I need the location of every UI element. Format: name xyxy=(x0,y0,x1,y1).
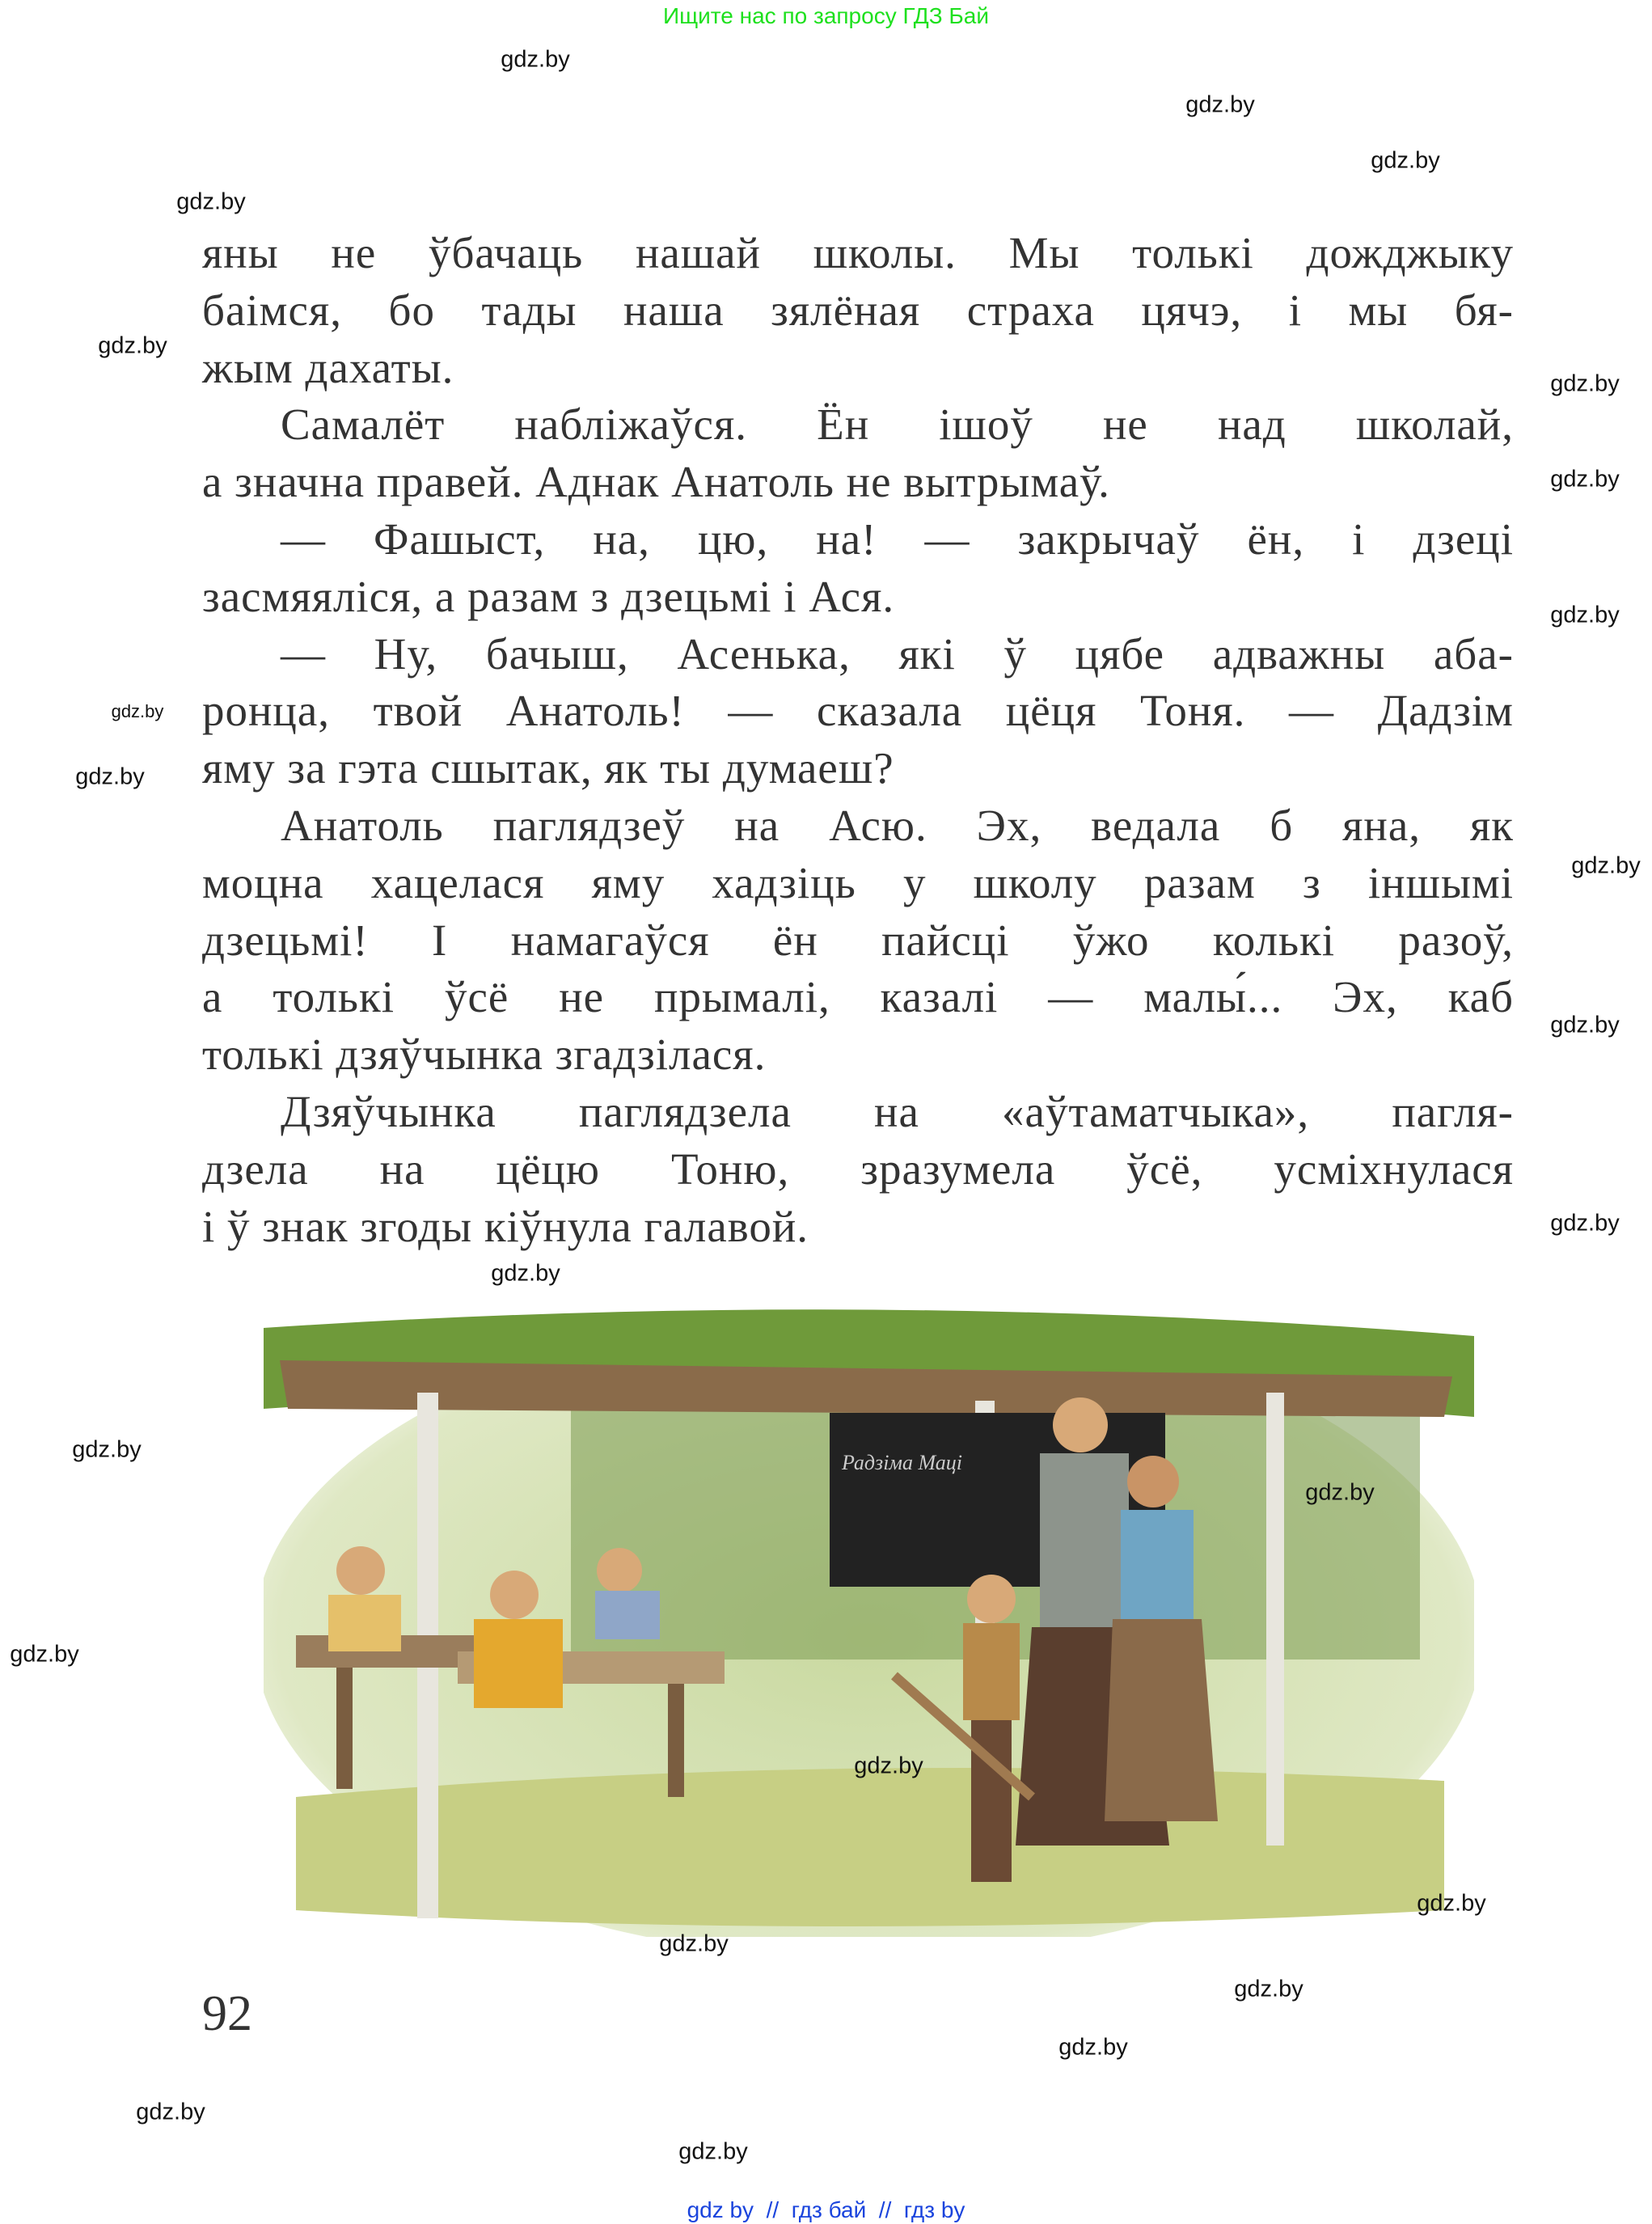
watermark: gdz.by xyxy=(854,1753,923,1779)
watermark: gdz.by xyxy=(501,46,570,73)
text-line: Анатоль паглядзеў на Асю. Эх, ведала б яна, як xyxy=(281,800,1514,850)
text-line: баімся, бо тады наша зялёная страха цячэ, і мы бя- xyxy=(202,285,1514,335)
watermark: gdz.by xyxy=(1571,852,1641,879)
watermark: gdz.by xyxy=(1550,1210,1620,1237)
page-number: 92 xyxy=(202,1986,252,2041)
text-line: засмяяліся, а разам з дзецьмі і Ася. xyxy=(202,571,895,621)
text-line: — Ну, бачыш, Асенька, які ў цябе адважны аба- xyxy=(281,628,1514,679)
watermark: gdz.by xyxy=(75,763,145,790)
watermark: gdz.by xyxy=(1550,370,1620,397)
text-line: Дзяўчынка паглядзела на «аўтаматчыка», пагля- xyxy=(281,1086,1514,1136)
text-line: яны не ўбачаць нашай школы. Мы толькі дожджыку xyxy=(202,228,1514,277)
story-text xyxy=(202,225,1514,1255)
watermark: gdz.by xyxy=(491,1260,560,1287)
text-line: а значна правей. Аднак Анатоль не вытрымаў. xyxy=(202,457,1110,507)
watermark: gdz.by xyxy=(1058,2034,1128,2061)
watermark: gdz.by xyxy=(678,2138,748,2165)
text-line: і ў знак згоды кіўнула галавой. xyxy=(202,1201,809,1251)
watermark: gdz.by xyxy=(98,332,167,359)
footer-links[interactable]: gdz by // гдз бай // гдз by xyxy=(687,2197,965,2222)
chalkboard-text: Радзіма Маці xyxy=(842,1451,963,1474)
text-line: — Фашыст, на, цю, на! — закрычаў ён, і дзеці xyxy=(281,514,1514,564)
watermark: gdz.by xyxy=(72,1436,142,1463)
search-hint-banner: Ищите нас по запросу ГДЗ Бай xyxy=(662,3,990,28)
watermark: gdz.by xyxy=(1550,1012,1620,1038)
text-line: толькі дзяўчынка згадзілася. xyxy=(202,1030,767,1080)
text-line: дзела на цёцю Тоню, зразумела ўсё, усміхнулася xyxy=(202,1144,1514,1194)
watermark: gdz.by xyxy=(1550,602,1620,628)
watermark: gdz.by xyxy=(1234,1976,1303,2002)
text-line: а толькі ўсё не прымалі, казалі — малы́... Эх, каб xyxy=(202,972,1514,1022)
watermark: gdz.by xyxy=(1305,1479,1375,1506)
watermark: gdz.by xyxy=(10,1641,79,1668)
watermark: gdz.by xyxy=(1417,1890,1486,1917)
text-line: яму за гэта сшытак, як ты думаеш? xyxy=(202,743,894,793)
text-line: ронца, твой Анатоль! — сказала цёця Тоня. — Дадзім xyxy=(202,686,1514,736)
watermark: gdz.by xyxy=(1185,91,1255,118)
text-line: жым дахаты. xyxy=(202,342,454,392)
illustration-outdoor-school xyxy=(264,1296,1474,1937)
watermark: gdz.by xyxy=(111,701,164,721)
watermark: gdz.by xyxy=(176,188,246,215)
watermark: gdz.by xyxy=(1550,466,1620,493)
watermark: gdz.by xyxy=(1371,147,1440,174)
watermark: gdz.by xyxy=(136,2099,205,2125)
text-line: моцна хацелася яму хадзіць у школу разам з іншымі xyxy=(202,857,1514,907)
watermark: gdz.by xyxy=(659,1930,729,1957)
text-line: дзецьмі! І намагаўся ён пайсці ўжо колькі разоў, xyxy=(202,915,1514,965)
text-line: Самалёт набліжаўся. Ён ішоў не над школай, xyxy=(281,400,1514,450)
